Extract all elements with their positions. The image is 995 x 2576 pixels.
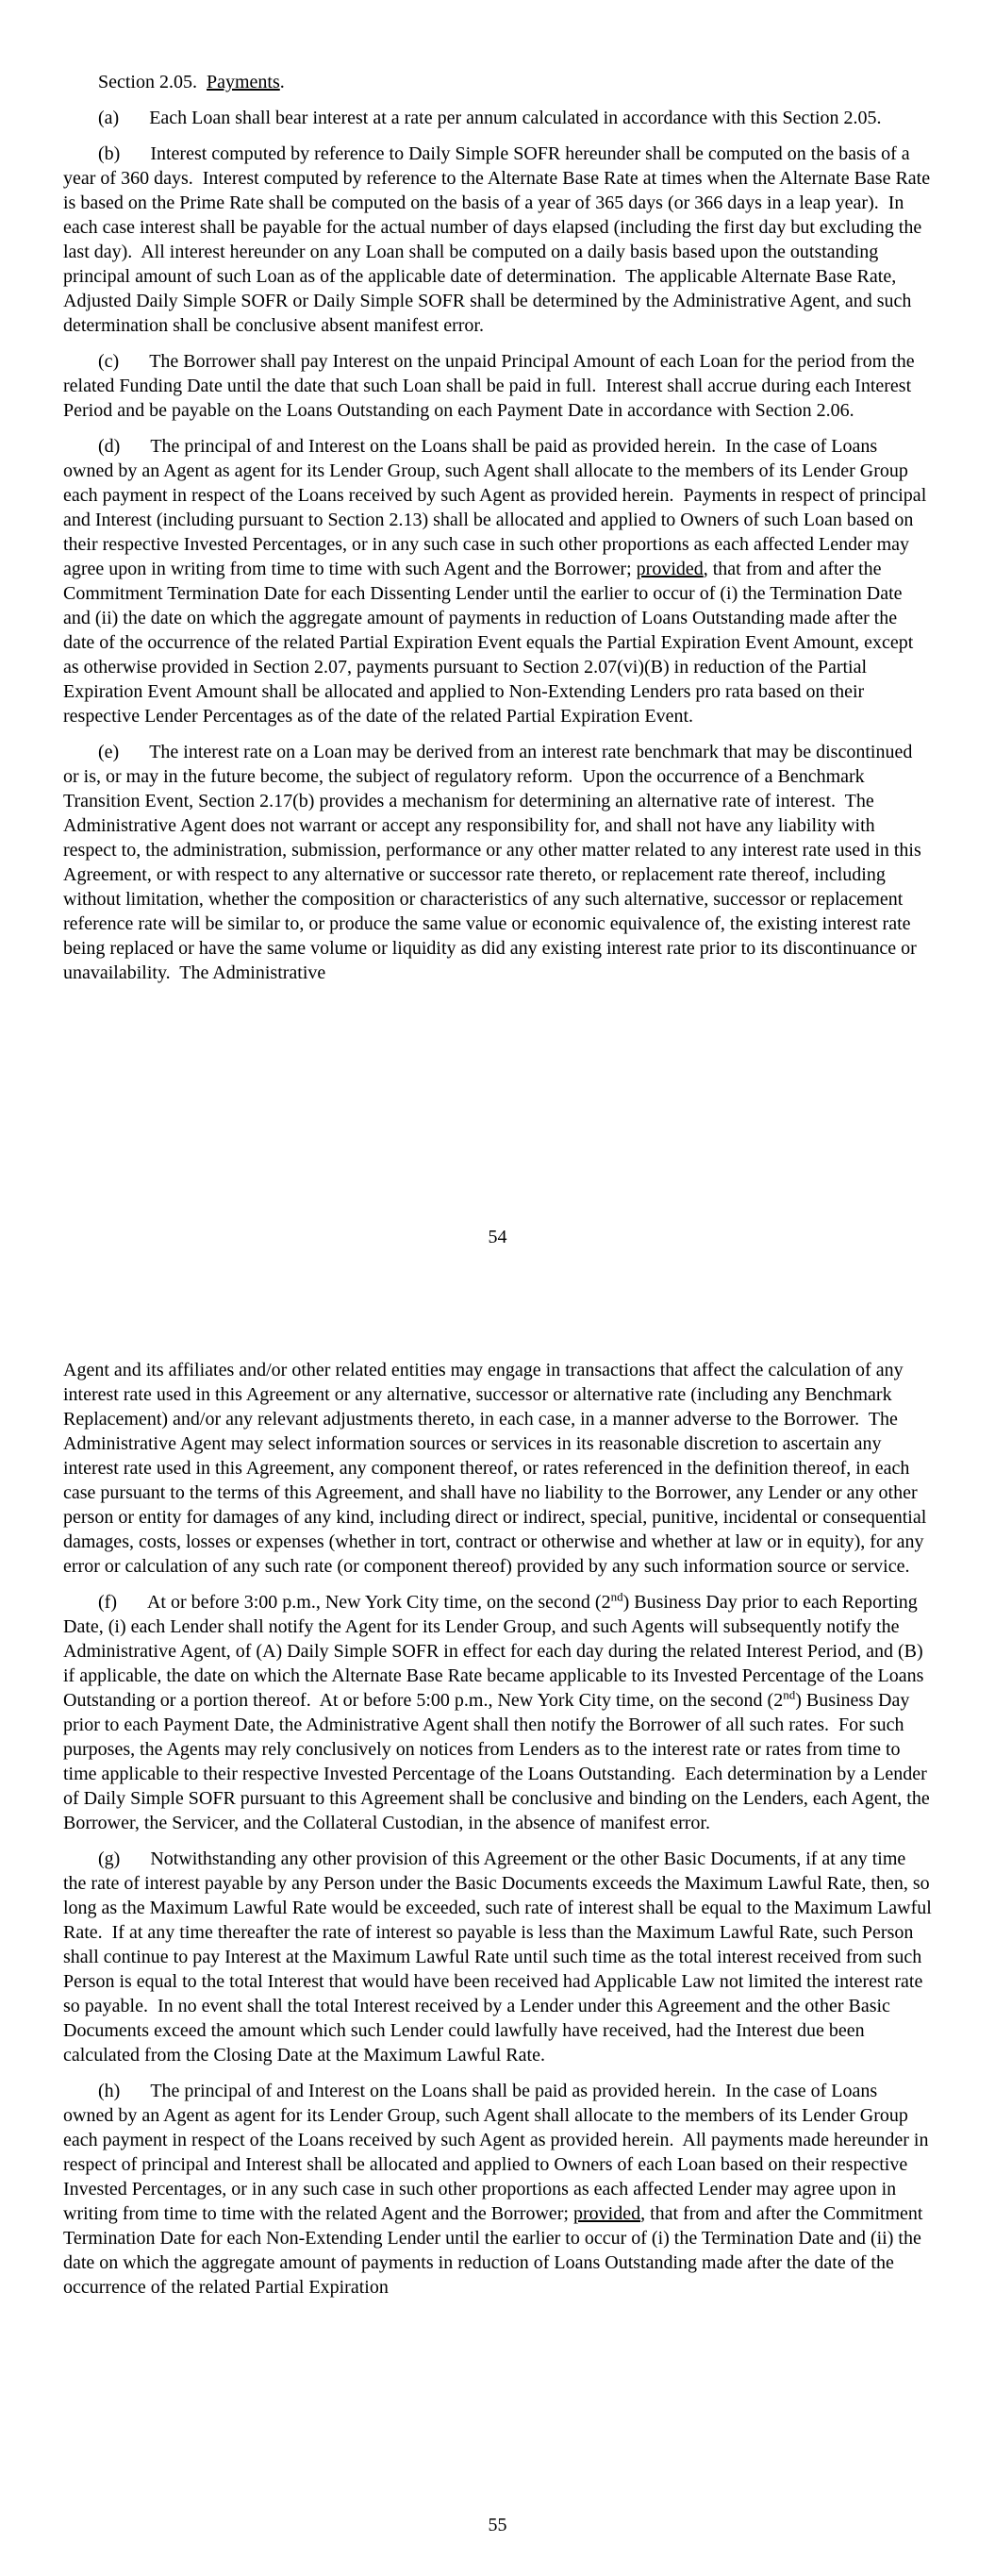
underlined-text: provided [572,2203,641,2224]
paragraph [63,1358,932,1579]
paragraph-label: (d) [98,436,121,457]
text-run: At or before 3:00 p.m., New York City time, on the second (2 [146,1592,611,1613]
text-run: ) Business Day prior to each Reporting Date, (i) each Lender shall notify the Agent for its Lender Group, and such Agents will subsequently notify the Administrative Agent, of (A) Daily Simple SOFR in effect for each day during the related Interest Period, and (B) if applicable, the date on which the Alternate Base Rate became applicable to its Invested Percentage of the Loans Outstanding or a portion thereof. At or before 5:00 p.m., New York City time, on the second (2 [63,1592,929,1711]
text-run: , that from and after the Commitment Termination Date for each Non-Extending Lender until the earlier to occur of (i) the Termination Date and (ii) the date on which the aggregate amount of payments in reduction of Loans Outstanding made after the date of the occurrence of the related Partial Expiration [63,2203,928,2298]
section-heading [63,70,932,94]
text-run: Interest computed by reference to Daily Simple SOFR hereunder shall be computed on the basis of a year of 360 days. Interest computed by reference to the Alternate Base Rate at times when the Alternate Base Rate is based on the Prime Rate shall be computed on the basis of a year of 365 days (or 366 days in a leap year). In each case interest shall be payable for the actual number of days elapsed (including the first day but excluding the last day). All interest hereunder on any Loan shall be computed on a daily basis based upon the outstanding principal amount of such Loan as of the applicable date of determination. The applicable Alternate Base Rate, Adjusted Daily Simple SOFR or Daily Simple SOFR shall be determined by the Administrative Agent, and such determination shall be conclusive absent manifest error. [63,143,936,336]
paragraph [63,2079,932,2300]
paragraph-label: (a) [98,108,120,128]
text-run: Agent and its affiliates and/or other related entities may engage in transactions that affect the calculation of any interest rate used in this Agreement or any alternative, successor or alternative rate (including any Benchmark Replacement) and/or any relevant adjustments thereto, in each case, in a manner adverse to the Borrower. The Administrative Agent may select information sources or services in its reasonable discretion to ascertain any interest rate used in this Agreement, any component thereof, or rates referenced in the definition thereof, in each case pursuant to the terms of this Agreement, and shall have no liability to the Borrower, any Lender or any other person or entity for damages of any kind, including direct or indirect, special, punitive, incidental or consequential damages, costs, losses or expenses (whether in tort, contract or otherwise and whether at law or in equity), for any error or calculation of any such rate (or component thereof) provided by any such information source or service. [63,1360,932,1577]
document-page-55 [0,1288,995,2576]
text-run: . [279,72,285,92]
underlined-text: Payments [207,72,280,92]
text-run: The principal of and Interest on the Loans shall be paid as provided herein. In the case of Loans owned by an Agent as agent for its Lender Group, such Agent shall allocate to the members of its Lender Group each payment in respect of the Loans received by such Agent as provided herein. Payments in respect of principal and Interest (including pursuant to Section 2.13) shall be allocated and applied to Owners of such Loan based on their respective Invested Percentages, or in any such case in such other proportions as each affected Lender may agree upon in writing from time to time with such Agent and the Borrower; [63,436,932,579]
text-run: The interest rate on a Loan may be derived from an interest rate benchmark that may be discontinued or is, or may in the future become, the subject of regulatory reform. Upon the occurrence of a Benchmark Transition Event, Section 2.17(b) provides a mechanism for determining an alternative rate of interest. The Administrative Agent does not warrant or accept any responsibility for, and shall not have any liability with respect to, the administration, submission, performance or any other matter related to any interest rate used in this Agreement, or with respect to any alternative or successor rate thereto, or replacement rate thereof, including without limitation, whether the composition or characteristics of any such alternative, successor or replacement reference rate will be similar to, or produce the same value or economic equivalence of, the existing interest rate being replaced or have the same volume or liquidity as did any existing interest rate prior to its discontinuance or unavailability. The Administrative [63,742,925,983]
text-run: ) Business Day prior to each Payment Date, the Administrative Agent shall then notify the Borrower of all such rates. For such purposes, the Agents may rely conclusively on notices from Lenders as to the interest rate or rates from time to time applicable to their respective Invested Percentage of the Loans Outstanding. Each determination by a Lender of Daily Simple SOFR pursuant to this Agreement shall be conclusive and binding on the Lenders, each Agent, the Borrower, the Servicer, and the Collateral Custodian, in the absence of manifest error. [63,1690,935,1833]
paragraph-label: (e) [98,742,120,762]
paragraph [63,1589,935,1835]
page-body [0,1288,995,2300]
paragraph-label: (c) [98,351,120,372]
paragraph [63,142,936,338]
page-number: 54 [488,1227,507,1247]
paragraph-label: (g) [98,1848,121,1869]
superscript-text: nd [783,1687,796,1702]
paragraph [63,740,932,985]
text-run: The Borrower shall pay Interest on the unpaid Principal Amount of each Loan for the period from the related Funding Date until the date that such Loan shall be paid in full. Interest shall accrue during each Interest Period and be payable on the Loans Outstanding on each Payment Date in accordance with Section 2.06. [63,351,920,421]
text-run: , that from and after the Commitment Termination Date for each Dissenting Lender until the earlier to occur of (i) the Termination Date and (ii) the date on which the aggregate amount of payments in reduction of Loans Outstanding made after the date of the occurrence of the related Partial Expiration Event equals the Partial Expiration Event Amount, except as otherwise provided in Section 2.07, payments pursuant to Section 2.07(vi)(B) in reduction of the Partial Expiration Event Amount shall be allocated and applied to Non-Extending Lenders pro rata based on their respective Lender Percentages as of the date of the related Partial Expiration Event. [63,559,919,727]
text-run: Section 2.05. [98,72,207,92]
underlined-text: provided [636,559,704,579]
paragraph-label: (f) [98,1592,117,1613]
superscript-text: nd [610,1589,623,1604]
text-run: Notwithstanding any other provision of this Agreement or the other Basic Documents, if at any time the rate of interest payable by any Person under the Basic Documents exceeds the Maximum Lawful Rate, then, so long as the Maximum Lawful Rate would be exceeded, such rate of interest shall be equal to the Maximum Lawful Rate. If at any time thereafter the rate of interest so payable is less than the Maximum Lawful Rate, such Person shall continue to pay Interest at the Maximum Lawful Rate until such time as the total interest received from such Person is equal to the total Interest that would have been received had Applicable Law not limited the interest rate so payable. In no event shall the total Interest received by a Lender under this Agreement and the other Basic Documents exceed the amount which such Lender could lawfully have received, had the Interest due been calculated from the Closing Date at the Maximum Lawful Rate. [63,1848,937,2066]
text-run: The principal of and Interest on the Loans shall be paid as provided herein. In the case of Loans owned by an Agent as agent for its Lender Group, such Agent shall allocate to the members of its Lender Group each payment in respect of the Loans received by such Agent as provided herein. All payments made hereunder in respect of principal and Interest shall be allocated and applied to Owners of each Loan based on their respective Invested Percentages, or in any such case in such other proportions as each affected Lender may agree upon in writing from time to time with the related Agent and the Borrower; [63,2081,934,2224]
page-number: 55 [488,2515,507,2535]
paragraph [63,349,932,423]
paragraph-label: (b) [98,143,121,164]
paragraph [63,434,932,728]
paragraph-label: (h) [98,2081,121,2101]
text-run: Each Loan shall bear interest at a rate per annum calculated in accordance with this Section 2.05. [149,108,882,128]
page-body [0,0,995,985]
paragraph [63,1847,937,2067]
paragraph [63,106,932,130]
